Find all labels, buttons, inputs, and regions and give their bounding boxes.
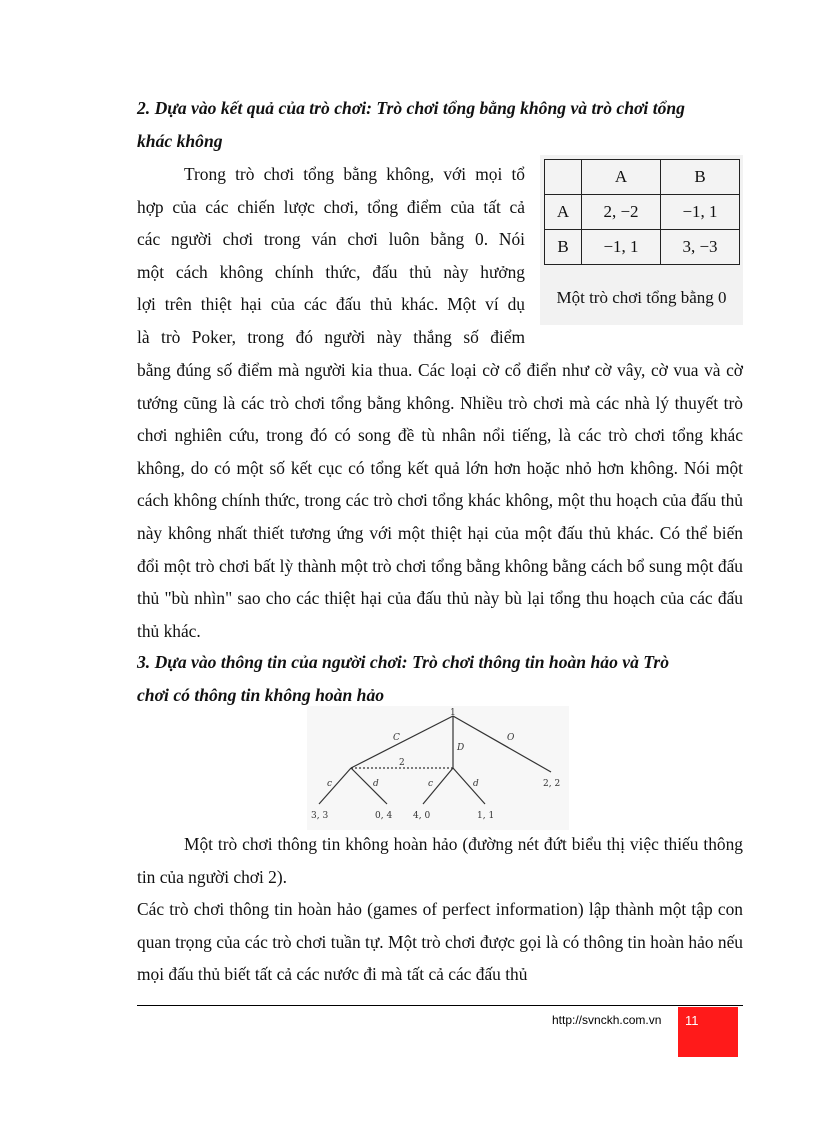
figure-caption: Một trò chơi thông tin không hoàn hảo (đường nét đứt biểu thị việc thiếu thông tin của người chơi 2).	[137, 834, 743, 887]
game-tree-diagram	[307, 706, 569, 830]
table-row-header: A	[545, 195, 582, 230]
table-cell: −1, 1	[661, 195, 740, 230]
sub-c-right-label: c	[428, 779, 434, 789]
edge-left-d	[351, 768, 387, 804]
table-col-header: B	[661, 160, 740, 195]
section-3-paragraph: Các trò chơi thông tin hoàn hảo (games of perfect information) lập thành một tập con quan trọng của các trò chơi tuần tự. Một trò chơi được gọi là có thông tin hoàn hảo nếu mọi đấu thủ biết tất cả các nước đi mà tất cả các đấu thủ	[137, 899, 743, 985]
payoff-table	[544, 159, 740, 265]
table-caption: Một trò chơi tổng bằng 0	[556, 288, 727, 307]
edge-right-d	[453, 768, 485, 804]
sub-d-left-label: d	[373, 779, 379, 789]
branch-o-label: O	[507, 733, 515, 743]
intro-line: lợi trên thiệt hại của các đấu thủ khác. Một ví dụ	[137, 294, 525, 315]
intro-line: hợp của các chiến lược chơi, tổng điểm của tất cả	[137, 196, 525, 217]
payoff-label: 0, 4	[375, 811, 393, 821]
section-3-heading-line2: chơi có thông tin không hoàn hảo	[137, 685, 385, 705]
info-set-label: 2	[399, 758, 405, 768]
table-row	[545, 230, 740, 265]
table-col-header: A	[582, 160, 661, 195]
table-cell: −1, 1	[582, 230, 661, 265]
intro-line: là trò Poker, trong đó người này thắng số điểm	[137, 326, 525, 347]
payoff-table-figure	[540, 155, 743, 325]
sub-c-left-label: c	[327, 779, 333, 789]
root-label: 1	[450, 708, 456, 718]
section-2-intro	[137, 158, 525, 354]
section-3-heading	[137, 646, 743, 712]
payoff-label: 3, 3	[311, 811, 329, 821]
page-number-badge	[678, 1007, 738, 1057]
section-2-heading-line2: khác không	[137, 131, 223, 151]
game-tree-figure	[307, 706, 569, 830]
table-row	[545, 195, 740, 230]
table-cell: 3, −3	[661, 230, 740, 265]
section-2-heading-line1: 2. Dựa vào kết quả của trò chơi: Trò chơi tổng bằng không và trò chơi tổng	[137, 98, 685, 118]
branch-c-label: C	[393, 733, 400, 743]
section-2-paragraph: bằng đúng số điểm mà người kia thua. Các loại cờ cổ điển như cờ vây, cờ vua và cờ tướng cũng là các trò chơi tổng bằng không. Nhiều trò chơi mà các nhà lý thuyết trò chơi nghiên cứu, trong đó có song đề tù nhân nổi tiếng, là các trò chơi tổng khác không, do có một số kết cục có tổng kết quả lớn hơn hoặc nhỏ hơn không. Nói một cách không chính thức, trong các trò chơi tổng khác không, một thu hoạch của đấu thủ này không nhất thiết tương ứng với một thiệt hại của một đấu thủ khác. Có thể biến đổi một trò chơi bất lỳ thành một trò chơi tổng bằng không bằng cách bổ sung một đấu thủ "bù nhìn" sao cho các thiệt hại của đấu thủ này bù lại tổng thu hoạch của các đấu thủ khác.	[137, 360, 743, 641]
table-corner-cell	[545, 160, 582, 195]
intro-line: một cách không chính thức, đấu thủ này hưởng	[137, 261, 525, 282]
footer-url: http://svnckh.com.vn	[552, 1013, 662, 1027]
payoff-label: 2, 2	[543, 779, 561, 789]
intro-line: các người chơi trong ván chơi luôn bằng 0. Nói	[137, 229, 525, 250]
intro-line: Trong trò chơi tổng bằng không, với mọi tổ	[184, 164, 525, 184]
table-cell: 2, −2	[582, 195, 661, 230]
edge-left-c	[319, 768, 351, 804]
payoff-label: 1, 1	[477, 811, 495, 821]
branch-d-label: D	[457, 743, 465, 753]
payoff-label: 4, 0	[413, 811, 431, 821]
page-number: 11	[685, 1013, 699, 1028]
footer-divider	[137, 1005, 743, 1006]
section-2-heading	[137, 92, 743, 158]
section-3-heading-line1: 3. Dựa vào thông tin của người chơi: Trò chơi thông tin hoàn hảo và Trò	[137, 652, 670, 672]
sub-d-right-label: d	[473, 779, 479, 789]
table-header-row	[545, 160, 740, 195]
table-row-header: B	[545, 230, 582, 265]
edge-o	[453, 716, 551, 772]
